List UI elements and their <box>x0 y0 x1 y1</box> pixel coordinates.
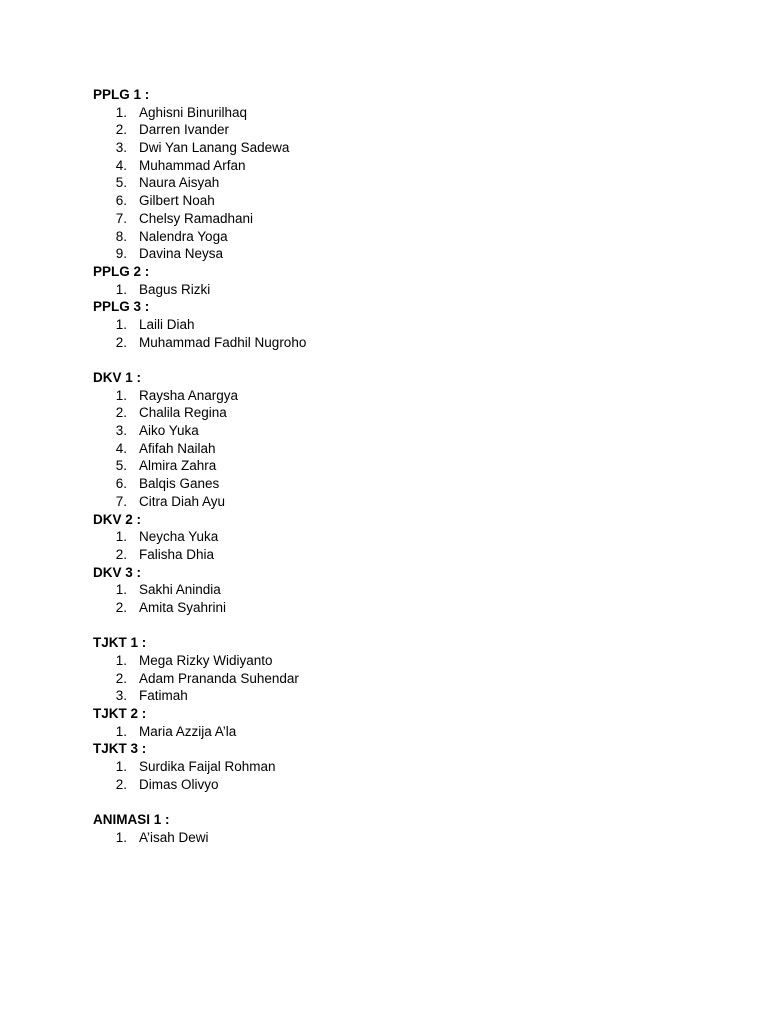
member-name: Davina Neysa <box>139 246 224 262</box>
list-item <box>93 829 733 847</box>
list-item <box>93 422 733 440</box>
list-item <box>93 687 733 705</box>
class-group <box>93 511 733 564</box>
class-group <box>93 811 733 846</box>
member-name: Amita Syahrini <box>139 599 227 615</box>
list-number: 1. <box>115 653 127 668</box>
member-name: Muhammad Fadhil Nugroho <box>139 334 307 350</box>
list-number: 3. <box>115 688 127 704</box>
member-name: Aghisni Binurilhaq <box>139 104 248 120</box>
member-name: Dimas Olivyo <box>139 776 219 792</box>
class-heading: TJKT 3 : <box>93 741 147 757</box>
list-number: 2. <box>115 776 127 792</box>
member-name: Nalendra Yoga <box>139 228 228 244</box>
list-number: 6. <box>115 193 127 209</box>
member-list <box>93 758 733 793</box>
class-heading: PPLG 3 : <box>93 299 150 315</box>
member-name: Dwi Yan Lanang Sadewa <box>139 140 290 156</box>
list-item <box>93 281 733 299</box>
member-name: Adam Prananda Suhendar <box>139 670 299 686</box>
list-number: 1. <box>115 723 127 739</box>
member-name: Falisha Dhia <box>139 546 215 562</box>
member-list <box>93 652 733 705</box>
list-item <box>93 758 733 776</box>
list-item <box>93 192 733 210</box>
member-list <box>93 528 733 563</box>
class-heading: ANIMASI 1 : <box>93 812 170 828</box>
list-item <box>93 387 733 405</box>
member-name: Sakhi Anindia <box>139 582 221 598</box>
member-list <box>93 581 733 616</box>
list-number: 3. <box>115 140 127 156</box>
list-number: 5. <box>115 175 127 191</box>
list-number: 4. <box>115 440 127 456</box>
list-number: 4. <box>115 157 127 173</box>
member-name: Afifah Nailah <box>139 440 216 456</box>
list-item <box>93 440 733 458</box>
list-item <box>93 210 733 228</box>
member-list <box>93 829 733 847</box>
class-group <box>93 634 733 705</box>
list-number: 8. <box>115 228 127 244</box>
list-item <box>93 528 733 546</box>
list-item <box>93 316 733 334</box>
class-heading: TJKT 2 : <box>93 706 147 722</box>
list-item <box>93 776 733 794</box>
list-number: 5. <box>115 458 127 474</box>
member-name: Maria Azzija A’la <box>139 723 237 739</box>
member-name: Chelsy Ramadhani <box>139 210 254 226</box>
member-name: Almira Zahra <box>139 458 217 474</box>
list-number: 6. <box>115 476 127 492</box>
list-item <box>93 670 733 688</box>
list-item <box>93 581 733 599</box>
member-name: Fatimah <box>139 688 188 704</box>
list-number: 1. <box>115 104 127 120</box>
list-number: 2. <box>115 405 127 421</box>
member-name: Gilbert Noah <box>139 193 215 209</box>
list-item <box>93 245 733 263</box>
list-item <box>93 157 733 175</box>
class-heading: DKV 1 : <box>93 370 142 385</box>
list-number: 1. <box>115 316 127 332</box>
list-item <box>93 174 733 192</box>
document-page <box>93 86 733 847</box>
class-heading: PPLG 2 : <box>93 263 150 279</box>
class-heading: PPLG 1 : <box>93 87 150 102</box>
list-number: 3. <box>115 423 127 439</box>
member-name: Bagus Rizki <box>139 281 211 297</box>
list-item <box>93 493 733 511</box>
list-item <box>93 457 733 475</box>
list-number: 1. <box>115 582 127 598</box>
list-item <box>93 228 733 246</box>
list-item <box>93 404 733 422</box>
class-group <box>93 740 733 793</box>
list-number: 1. <box>115 829 127 845</box>
member-name: Laili Diah <box>139 316 195 332</box>
list-number: 1. <box>115 281 127 297</box>
member-name: Aiko Yuka <box>139 423 199 439</box>
list-number: 1. <box>115 387 127 403</box>
member-list <box>93 281 733 299</box>
member-name: Chalila Regina <box>139 405 227 421</box>
member-name: Naura Aisyah <box>139 175 220 191</box>
list-item <box>93 599 733 617</box>
list-item <box>93 104 733 122</box>
list-number: 1. <box>115 759 127 775</box>
member-name: Balqis Ganes <box>139 476 220 492</box>
member-list <box>93 387 733 511</box>
member-name: Mega Rizky Widiyanto <box>139 653 273 668</box>
class-group <box>93 705 733 740</box>
list-item <box>93 723 733 741</box>
list-number: 7. <box>115 493 127 509</box>
member-list <box>93 316 733 351</box>
class-heading: DKV 3 : <box>93 564 142 580</box>
list-item <box>93 652 733 670</box>
member-list <box>93 723 733 741</box>
list-item <box>93 139 733 157</box>
list-number: 2. <box>115 334 127 350</box>
class-group <box>93 369 733 511</box>
member-name: Surdika Faijal Rohman <box>139 759 276 775</box>
member-name: Neycha Yuka <box>139 529 219 545</box>
class-group <box>93 298 733 351</box>
list-number: 9. <box>115 246 127 262</box>
class-group <box>93 263 733 298</box>
list-number: 2. <box>115 599 127 615</box>
list-number: 2. <box>115 122 127 138</box>
member-name: Raysha Anargya <box>139 387 239 403</box>
list-number: 7. <box>115 210 127 226</box>
class-heading: TJKT 1 : <box>93 635 147 651</box>
list-number: 2. <box>115 670 127 686</box>
member-name: Darren Ivander <box>139 122 230 138</box>
member-list <box>93 104 733 263</box>
list-number: 2. <box>115 546 127 562</box>
list-item <box>93 334 733 352</box>
list-item <box>93 121 733 139</box>
class-group <box>93 564 733 617</box>
class-group <box>93 86 733 263</box>
list-number: 1. <box>115 529 127 545</box>
member-name: Muhammad Arfan <box>139 157 246 173</box>
class-heading: DKV 2 : <box>93 511 142 527</box>
member-name: A’isah Dewi <box>139 829 209 845</box>
member-name: Citra Diah Ayu <box>139 493 226 509</box>
list-item <box>93 546 733 564</box>
list-item <box>93 475 733 493</box>
